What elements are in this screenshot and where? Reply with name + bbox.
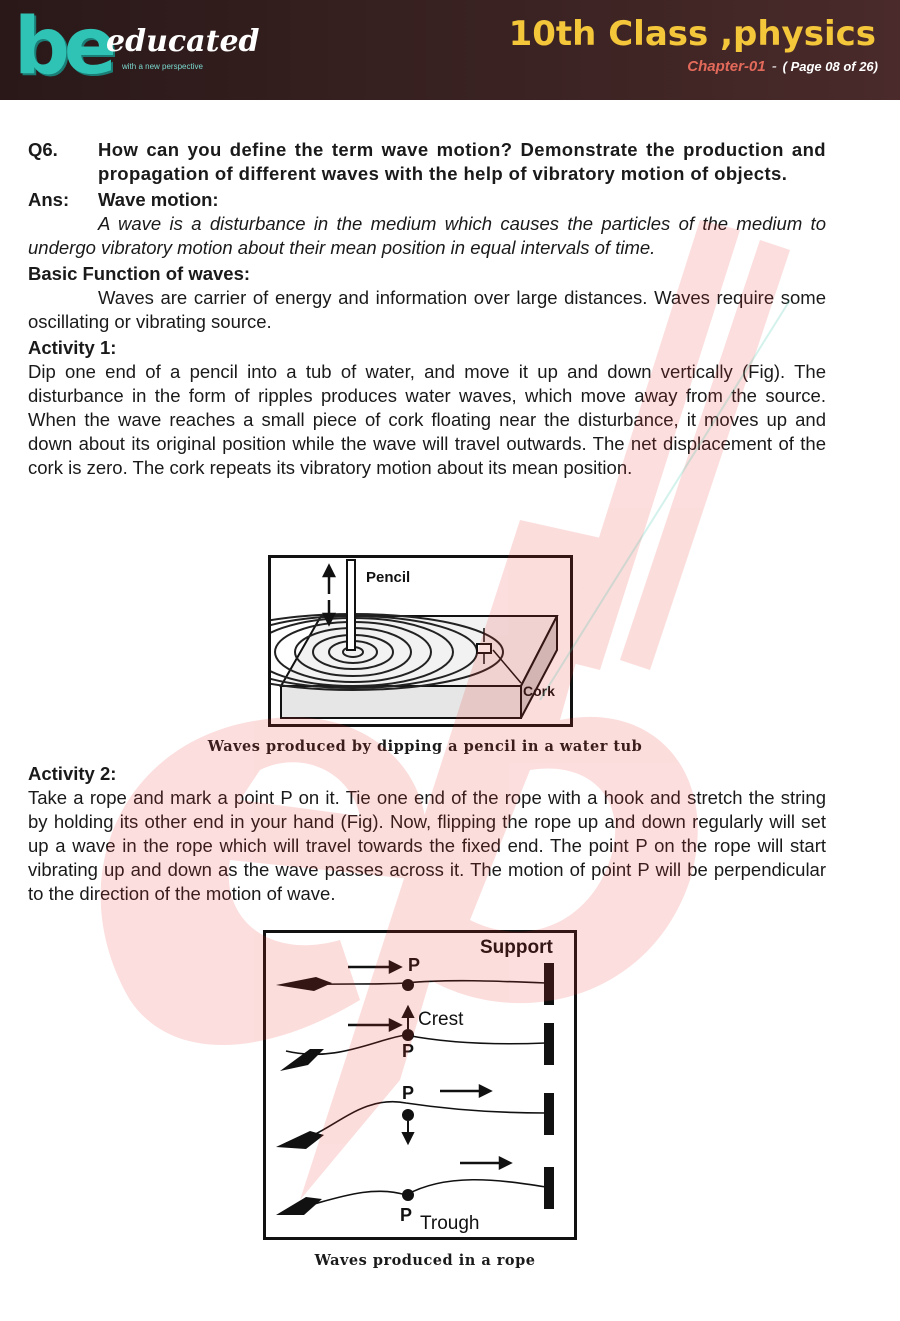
- activity1-text: Dip one end of a pencil into a tub of water, and move it up and down vertically (Fig). The disturbance in the form of ripples produces water waves, which move away from the source. When the wave reaches a small piece of cork floating near the disturbance, it moves up and down about its original position while the wave will travel outwards. The net displacement of the cork is zero. The cork repeats its vibratory motion about its mean position.: [28, 361, 826, 478]
- wave-motion-heading: Wave motion:: [98, 189, 219, 210]
- chapter-info: [687, 58, 878, 75]
- rope-wave-figure: [263, 930, 577, 1240]
- page-header: [0, 0, 900, 100]
- point-p-label-2: P: [402, 1041, 415, 1061]
- point-p-label-1: P: [408, 955, 421, 975]
- chapter-separator: -: [771, 58, 777, 75]
- trough-label: Trough: [420, 1213, 480, 1234]
- basic-function-text: Waves are carrier of energy and information over large distances. Waves require some oscillating or vibrating source.: [28, 287, 826, 332]
- question-row: [28, 138, 826, 186]
- question-label: Q6.: [28, 139, 58, 160]
- activity2-section: [28, 760, 826, 906]
- beeducated-logo: [12, 2, 260, 94]
- figure1-caption: Waves produced by dipping a pencil in a water tub: [207, 738, 643, 755]
- activity1-heading: Activity 1:: [28, 337, 117, 358]
- chapter-label: Chapter-01: [687, 58, 766, 75]
- point-p-label-3: P: [402, 1083, 415, 1103]
- wave-definition: A wave is a disturbance in the medium which causes the particles of the medium to undergo vibratory motion about their mean position in equal intervals of time.: [28, 213, 826, 258]
- activity2-heading: Activity 2:: [28, 763, 117, 784]
- rope-wave-illustration: [266, 933, 574, 1237]
- activity2-text: Take a rope and mark a point P on it. Tie one end of the rope with a hook and stretch the string by holding its other end in your hand (Fig). Now, flipping the rope up and down regularly will set up a wave in the rope which will travel towards the fixed end. The point P on the rope will start vibrating up and down as the wave passes across it. The motion of point P will be perpendicular to the direction of the motion of wave.: [28, 787, 826, 904]
- pencil-label: Pencil: [366, 569, 411, 586]
- support-label: Support: [480, 937, 553, 958]
- question-text: How can you define the term wave motion? Demonstrate the production and propagation of different waves with the help of vibratory motion of objects.: [98, 139, 826, 184]
- water-tub-illustration: [271, 558, 570, 724]
- logo-educated-text: educated: [106, 24, 260, 59]
- page-content: [28, 138, 826, 480]
- water-tub-figure: [268, 555, 573, 727]
- answer-label: Ans:: [28, 189, 70, 210]
- crest-label: Crest: [418, 1009, 464, 1030]
- logo-be-text: be: [14, 2, 111, 92]
- logo-tagline: with a new perspective: [122, 62, 203, 71]
- basic-function-heading: Basic Function of waves:: [28, 263, 251, 284]
- figure2-caption: Waves produced in a rope: [314, 1252, 536, 1269]
- answer-row: [28, 188, 826, 212]
- class-title: 10th Class ,physics: [508, 14, 876, 54]
- point-p-label-4: P: [400, 1205, 413, 1225]
- cork-label: Cork: [523, 683, 555, 699]
- page-indicator: ( Page 08 of 26): [782, 59, 878, 74]
